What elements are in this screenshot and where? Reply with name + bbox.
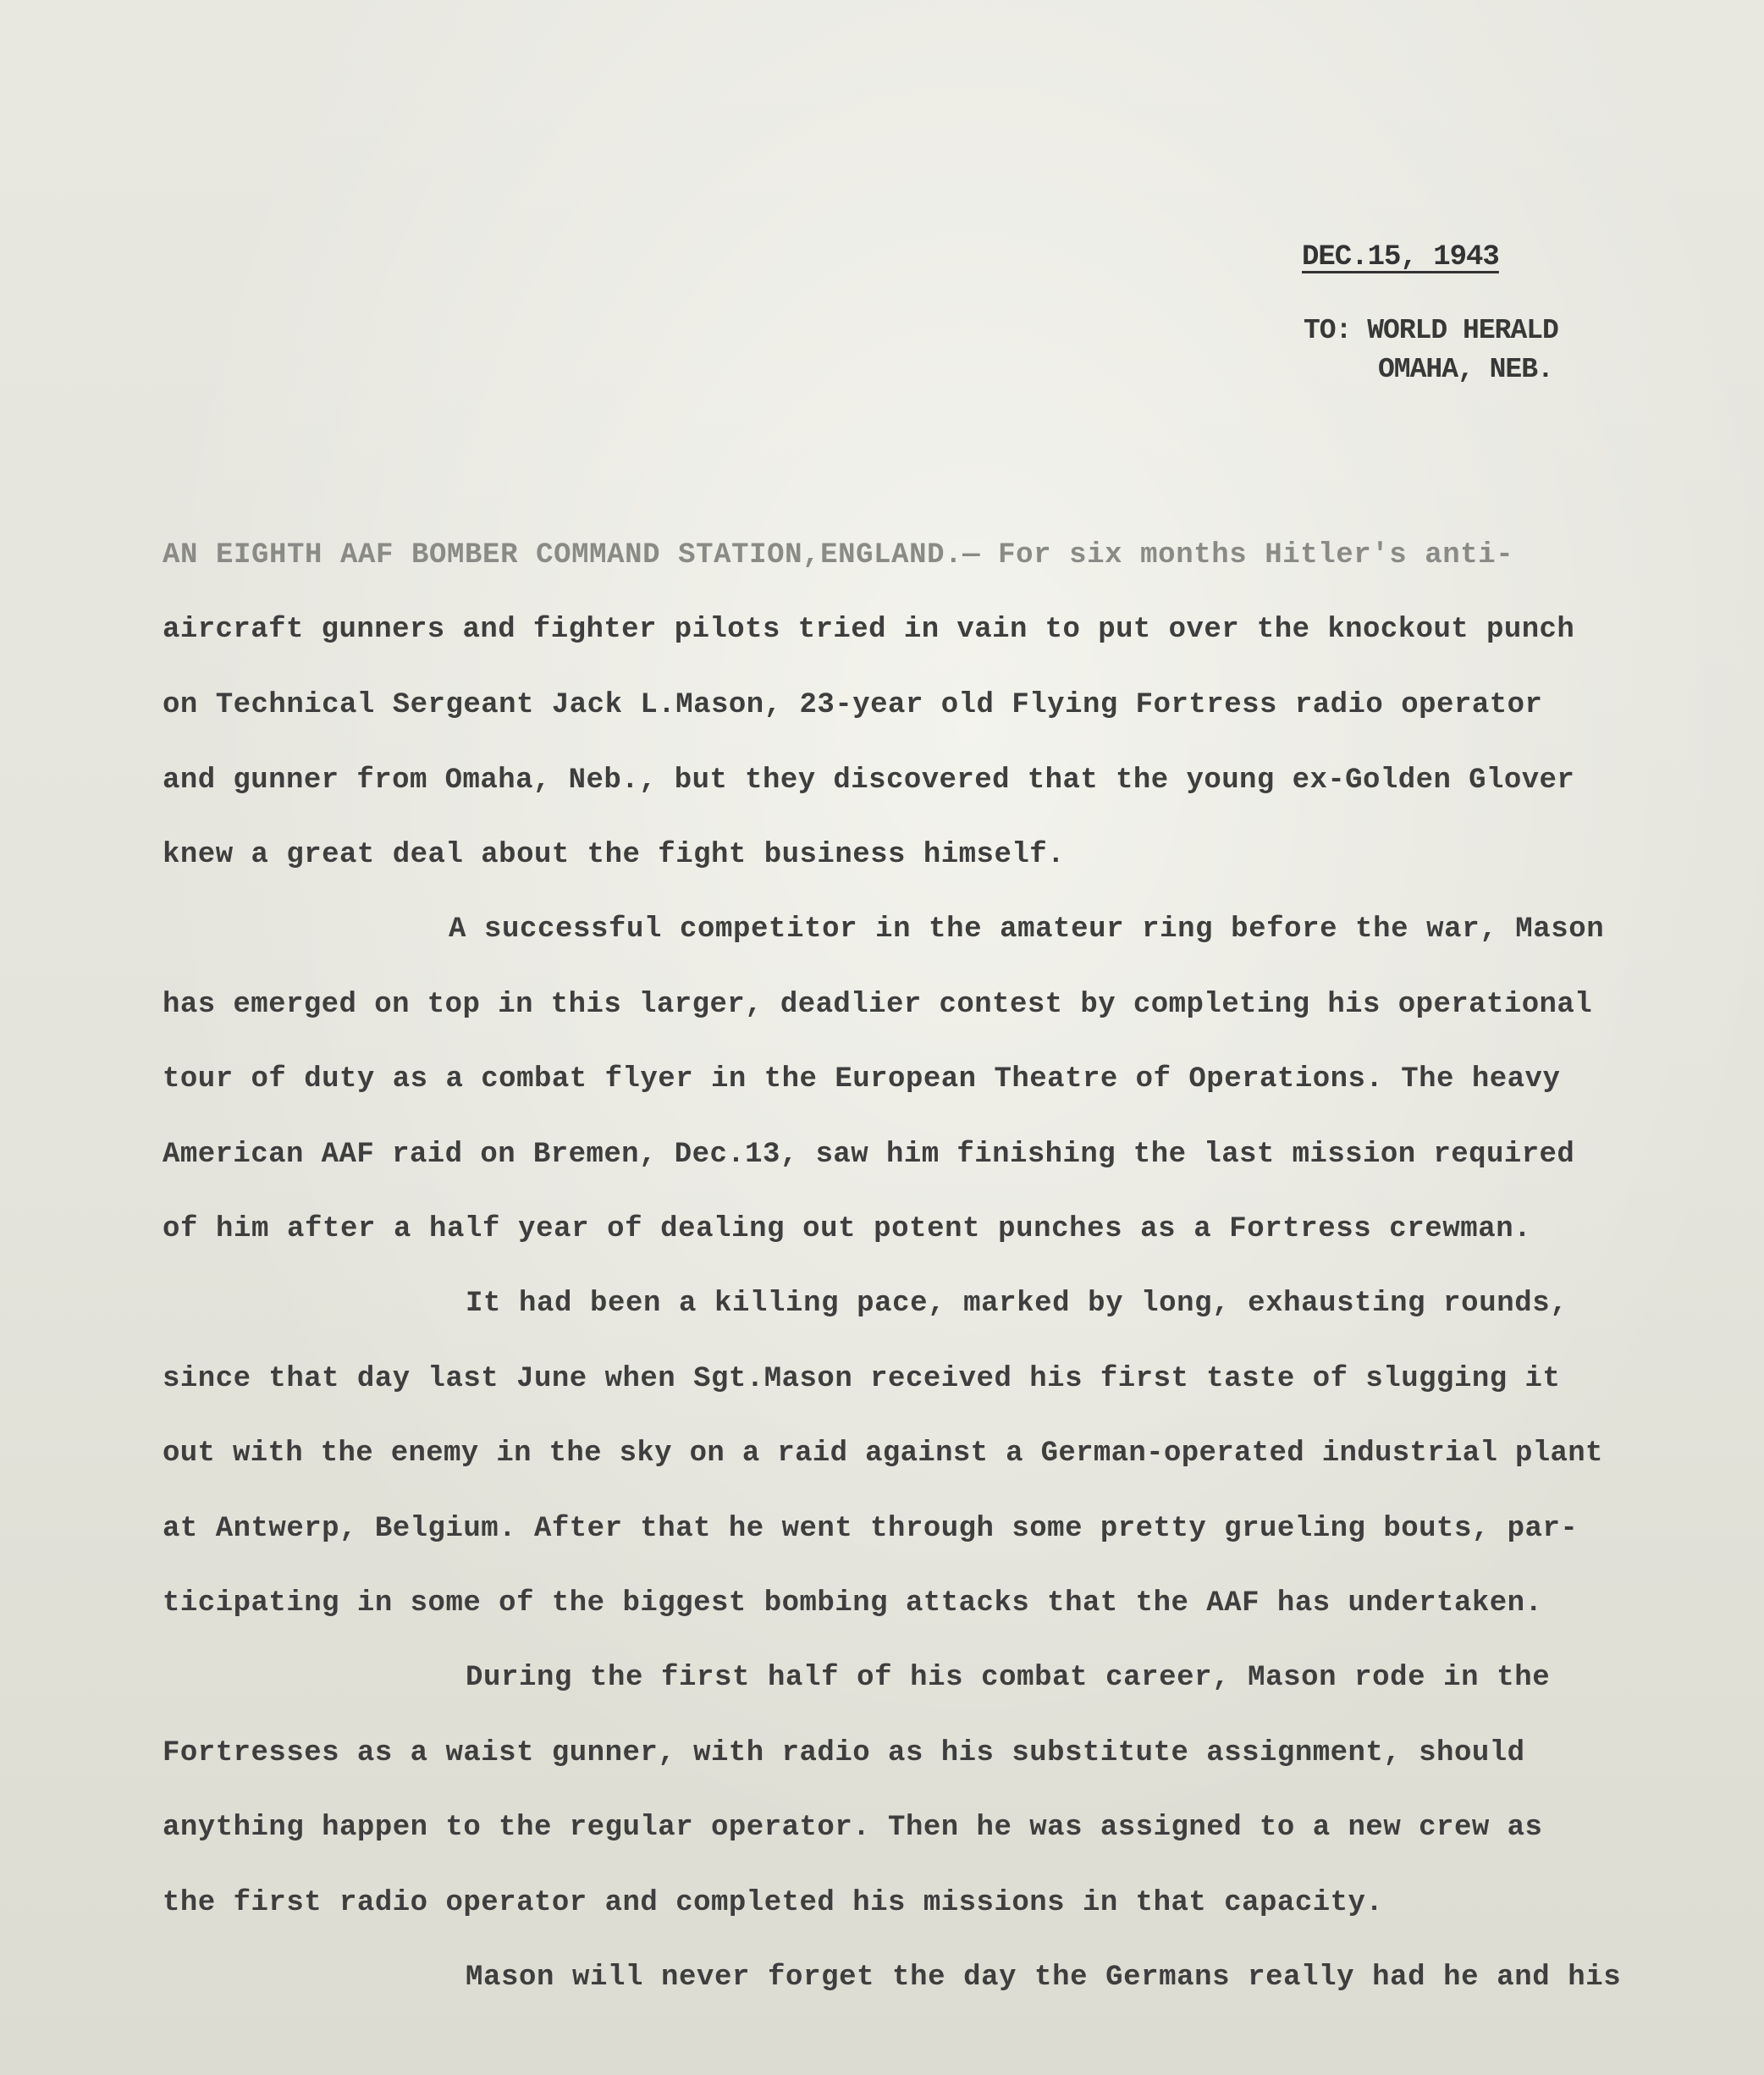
body-line-1: AN EIGHTH AAF BOMBER COMMAND STATION,ENGLAND.— For six months Hitler's anti- bbox=[163, 539, 1514, 571]
body-line-10: of him after a half year of dealing out potent punches as a Fortress crewman. bbox=[163, 1213, 1532, 1245]
body-line-8: tour of duty as a combat flyer in the European Theatre of Operations. The heavy bbox=[163, 1063, 1561, 1095]
body-line-6: A successful competitor in the amateur ring before the war, Mason bbox=[449, 913, 1605, 946]
body-line-16: During the first half of his combat career, Mason rode in the bbox=[466, 1662, 1551, 1694]
body-line-11: It had been a killing pace, marked by long, exhausting rounds, bbox=[466, 1288, 1568, 1320]
body-line-18: anything happen to the regular operator. Then he was assigned to a new crew as bbox=[163, 1812, 1543, 1844]
body-line-7: has emerged on top in this larger, deadlier contest by completing his operational bbox=[163, 989, 1593, 1021]
body-line-2: aircraft gunners and fighter pilots tried in vain to put over the knockout punch bbox=[163, 614, 1575, 646]
recipient-line-1: TO: WORLD HERALD bbox=[1304, 315, 1558, 346]
body-line-19: the first radio operator and completed his missions in that capacity. bbox=[163, 1887, 1384, 1919]
body-line-9: American AAF raid on Bremen, Dec.13, saw him finishing the last mission required bbox=[163, 1139, 1575, 1171]
body-line-12: since that day last June when Sgt.Mason received his first taste of slugging it bbox=[163, 1363, 1561, 1395]
body-line-20: Mason will never forget the day the Germans really had he and his bbox=[466, 1962, 1622, 1994]
document-date: DEC.15, 1943 bbox=[1302, 241, 1499, 273]
body-line-5: knew a great deal about the fight business himself. bbox=[163, 839, 1066, 871]
body-line-13: out with the enemy in the sky on a raid against a German-operated industrial plant bbox=[163, 1438, 1603, 1470]
body-line-15: ticipating in some of the biggest bombing attacks that the AAF has undertaken. bbox=[163, 1587, 1543, 1620]
recipient-line-2: OMAHA, NEB. bbox=[1378, 354, 1553, 385]
body-line-14: at Antwerp, Belgium. After that he went through some pretty grueling bouts, par- bbox=[163, 1513, 1579, 1545]
body-line-4: and gunner from Omaha, Neb., but they discovered that the young ex-Golden Glover bbox=[163, 764, 1575, 797]
body-line-17: Fortresses as a waist gunner, with radio as his substitute assignment, should bbox=[163, 1737, 1525, 1769]
body-line-3: on Technical Sergeant Jack L.Mason, 23-year old Flying Fortress radio operator bbox=[163, 689, 1543, 721]
